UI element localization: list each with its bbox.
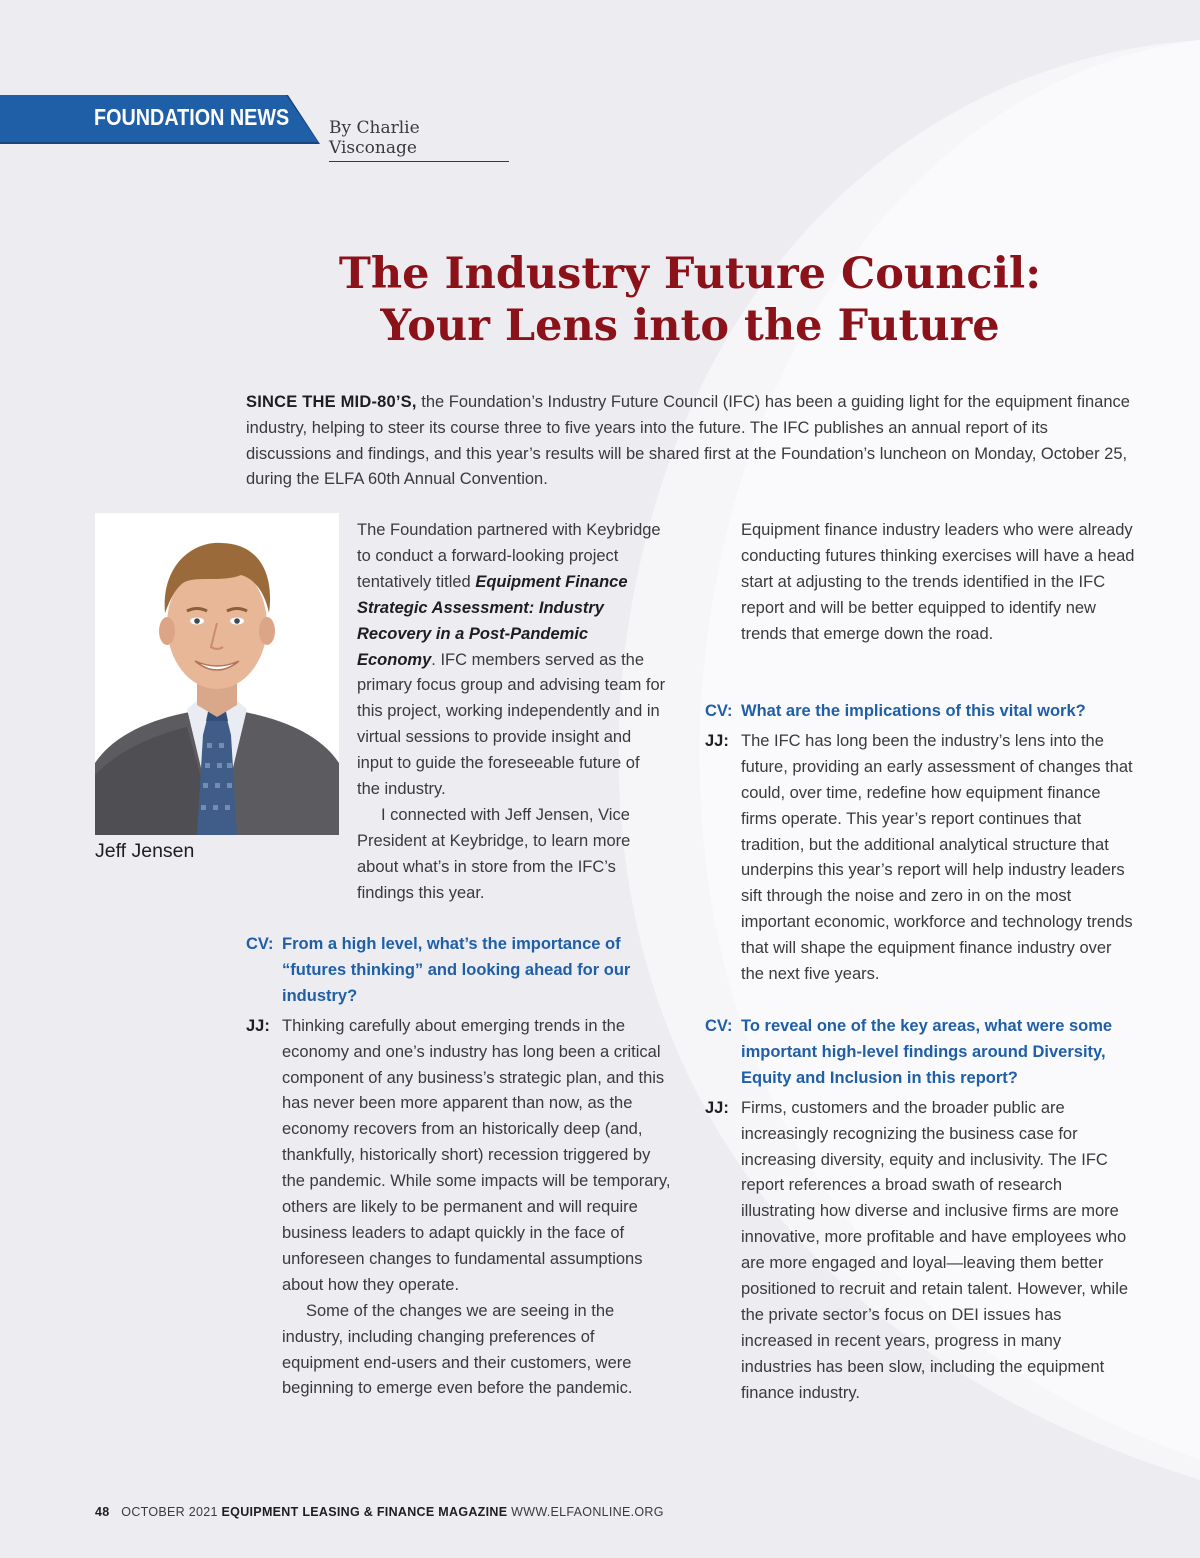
question-1: [246, 932, 671, 1010]
question-2: [705, 699, 1135, 725]
question-tag: CV:: [246, 935, 274, 953]
issue-date: OCTOBER 2021: [121, 1505, 218, 1519]
answer-2: [705, 729, 1135, 988]
magazine-name: EQUIPMENT LEASING & FINANCE MAGAZINE: [221, 1505, 508, 1519]
answer-3: [705, 1096, 1135, 1407]
col1-paragraph-2: I connected with Jeff Jensen, Vice President at Keybridge, to learn more about what’s in store from the IFC’s findings this year.: [357, 805, 631, 902]
question-2-text: What are the implications of this vital work?: [741, 702, 1086, 720]
col1-paragraph-1: [357, 518, 667, 803]
website-link[interactable]: WWW.ELFAONLINE.ORG: [511, 1505, 664, 1519]
question-1-text: From a high level, what’s the importance of “futures thinking” and looking ahead for our industry?: [282, 935, 631, 1005]
question-tag: CV:: [705, 1017, 733, 1035]
section-label: FOUNDATION NEWS: [94, 104, 290, 130]
intro-lead: SINCE THE MID-80’S,: [246, 393, 417, 411]
article-title: [240, 248, 1140, 352]
question-tag: CV:: [705, 702, 733, 720]
column-3-continuation: Equipment finance industry leaders who were already conducting futures thinking exercises will have a head start at adjusting to the trends identified in the IFC report and will be better equipped to identify new trends that emerge down the road.: [741, 521, 1135, 643]
page-footer: [95, 1505, 664, 1519]
qa-block-2: [705, 699, 1135, 988]
col1-p1-text-b: . IFC members served as the primary focus group and advising team for this project, working independently and in virtual sessions to provide insight and input to guide the foreseeable future of the industry.: [357, 650, 666, 799]
project-title: Equipment Finance Strategic Assessment: Industry Recovery in a Post-Pandemic Economy: [357, 572, 628, 669]
answer-tag: JJ:: [705, 731, 729, 750]
answer-2-paragraph-1: The IFC has long been the industry’s lens into the future, providing an early assessment of changes that could, over time, redefine how equipment finance firms operate. This year’s report continues that tradition, but the additional analytical structure that underpins this year’s report will help industry leaders sift through the noise and zero in on the most important economic, workforce and technology trends that will shape the equipment finance industry over the next five years.: [741, 731, 1133, 984]
photo-caption: Jeff Jensen: [95, 840, 195, 862]
qa-block-3: [705, 1014, 1135, 1407]
byline: By Charlie Visconage: [329, 118, 509, 162]
col1-p1-text-a: The Foundation partnered with Keybridge to conduct a forward-looking project tentatively titled: [357, 521, 661, 591]
answer-1-paragraph-1: Thinking carefully about emerging trends in the economy and one’s industry has long been a critical component of any business’s strategic plan, and this has never been more apparent than now, as the economy recovers from an historically deep (and, thankfully, historically short) recession triggered by the pandemic. While some impacts will be temporary, others are likely to be permanent and will require business leaders to adapt quickly in the face of unforeseen changes to fundamental assumptions about how they operate.: [282, 1016, 671, 1294]
title-line-2: Your Lens into the Future: [380, 301, 1000, 351]
portrait-illustration: [95, 513, 339, 835]
portrait-photo: [95, 513, 339, 835]
title-line-1: The Industry Future Council:: [338, 249, 1042, 299]
answer-tag: JJ:: [246, 1016, 270, 1035]
column-1-body: [357, 518, 667, 907]
answer-tag: JJ:: [705, 1098, 729, 1117]
intro-text: the Foundation’s Industry Future Council (IFC) has been a guiding light for the equipment finance industry, helping to steer its course three to five years into the future. The IFC publishes an annual report of its discussions and findings, and this year’s results will be shared first at the Foundation’s luncheon on Monday, October 25, during the ELFA 60th Annual Convention.: [246, 393, 1130, 489]
qa-block-1: [246, 932, 671, 1402]
answer-1-paragraph-2: Some of the changes we are seeing in the industry, including changing preferences of equipment end-users and their customers, were beginning to emerge even before the pandemic.: [282, 1301, 633, 1398]
answer-1: [246, 1014, 671, 1403]
intro-paragraph: [246, 390, 1131, 493]
question-3-text: To reveal one of the key areas, what were some important high-level findings around Diversity, Equity and Inclusion in this report?: [741, 1017, 1113, 1087]
answer-3-paragraph-1: Firms, customers and the broader public are increasingly recognizing the business case for increasing diversity, equity and inclusivity. The IFC report references a broad swath of research illustrating how diverse and inclusive firms are more innovative, more profitable and have employees who are more engaged and loyal—leaving them better positioned to recruit and retain talent. However, while the private sector’s focus on DEI issues has increased in recent years, progress in many industries has been slow, including the equipment finance industry.: [741, 1098, 1129, 1402]
question-3: [705, 1014, 1135, 1092]
page-number: 48: [95, 1505, 110, 1519]
